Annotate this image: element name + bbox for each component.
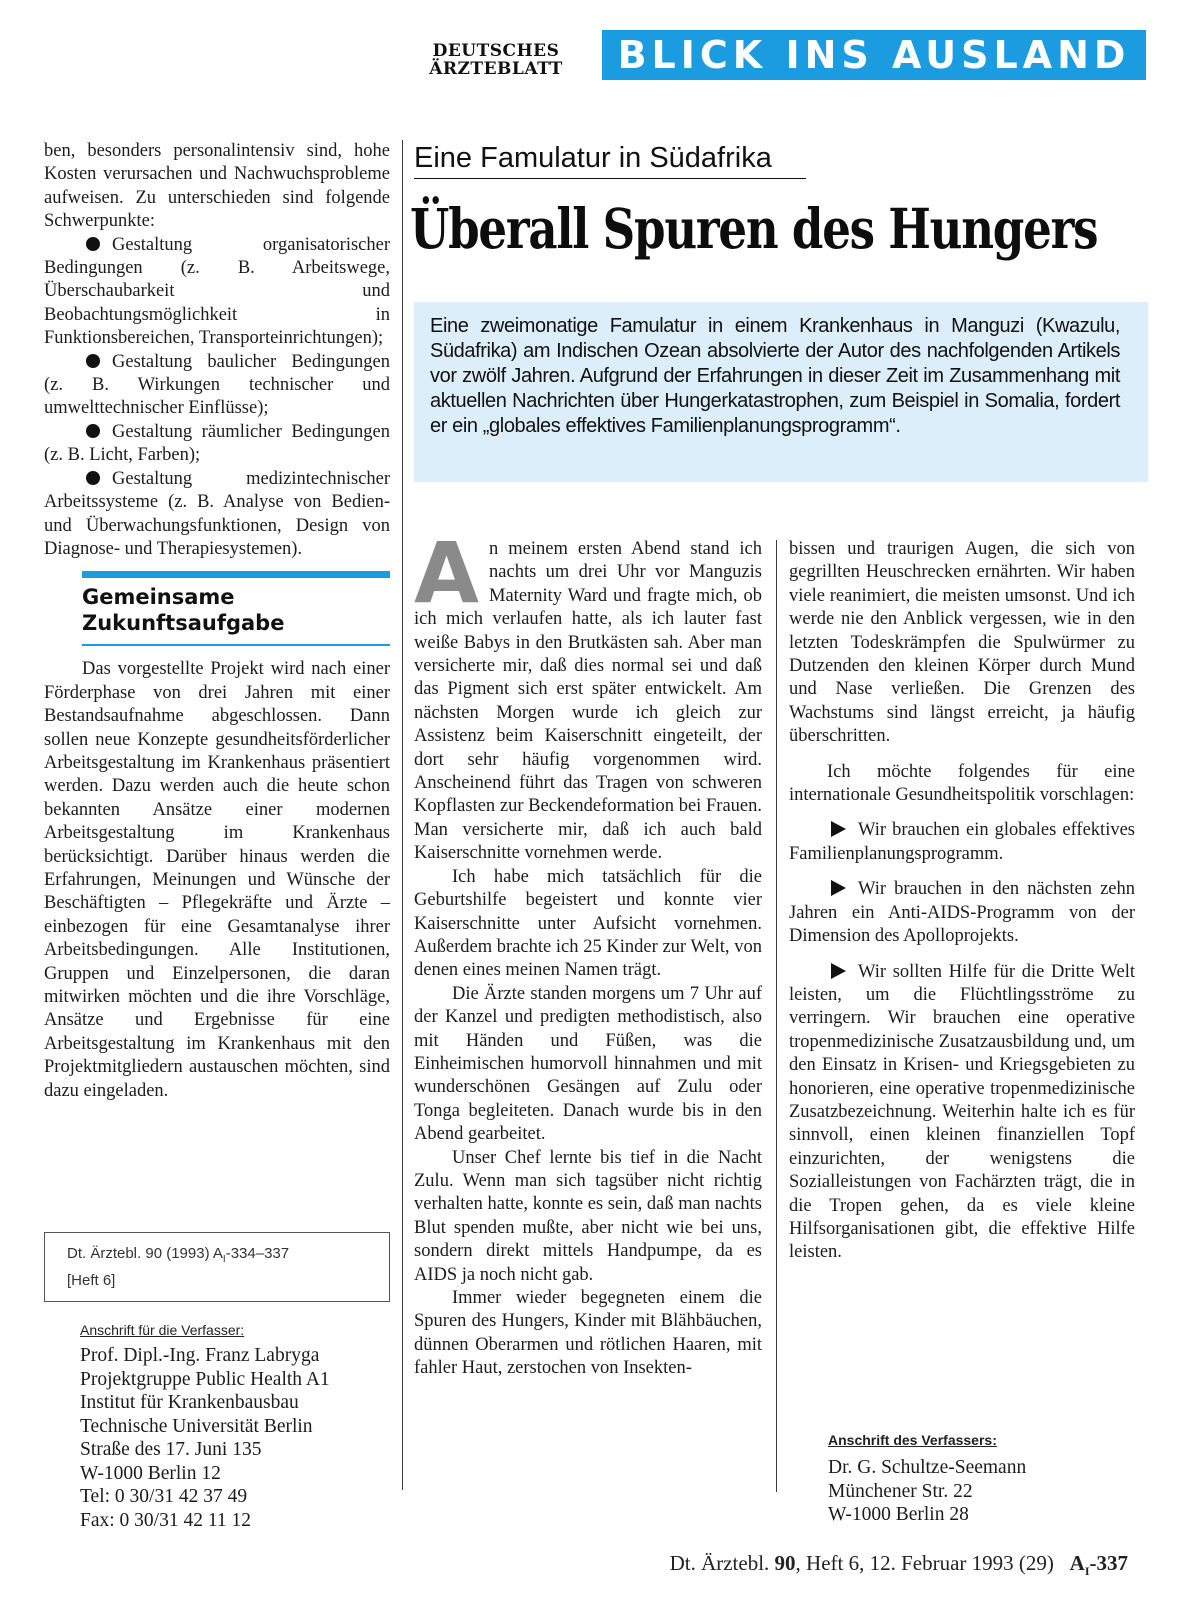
paragraph: Ich möchte folgendes für eine internationale Gesundheitspolitik vorschlagen: (789, 761, 1135, 806)
page-footer: Dt. Ärztebl. 90, Heft 6, 12. Februar 1993 (29) $A_I-337$ (669, 1551, 1128, 1579)
right-column (789, 538, 1135, 1265)
left-column (44, 140, 390, 1103)
bullet-icon (86, 237, 100, 251)
list-item: Gestaltung organisatorischer Bedingungen (z. B. Arbeitswege, Überschaubarkeit und Beobachtungsmöglichkeit in Funktionsbereichen, Transporteinrichtungen); (44, 234, 390, 349)
bullet-icon (86, 424, 100, 438)
page-number: $A_I-337$ (1069, 1551, 1128, 1579)
middle-column (414, 524, 762, 1381)
column-rule (776, 540, 777, 1492)
logo-line-1: DEUTSCHES (432, 41, 560, 61)
bullet-icon (86, 471, 100, 485)
paragraph: Unser Chef lernte bis tief in die Nacht Zulu. Wenn man sich tagsüber nicht richtig verhalten hatte, konnte es sein, daß man nachts Blut spenden mußte, aber nicht wie bei uns, sondern direkt mittels Handpumpe, da es AIDS ja noch nicht gab. (414, 1147, 762, 1285)
citation-box: Dt. Ärztebl. 90 (1993) $A_I-334-337$ [Heft 6] (44, 1232, 390, 1302)
section-banner: BLICK INS AUSLAND (602, 30, 1146, 80)
arrow-right-icon (831, 821, 846, 837)
paragraph: Die Ärzte standen morgens um 7 Uhr auf der Kanzel und predigten methodistisch, also mit Händen und Füßen, was die Einheimischen humorvoll hinnahmen und mit wunderschönen Gesängen auf Zulu oder Tonga begleiteten. Danach wurde bis in den Abend gearbeitet. (414, 983, 762, 1145)
list-item: Gestaltung baulicher Bedingungen (z. B. Wirkungen technischer und umwelttechnischer Einflüsse); (44, 351, 390, 419)
list-item: Wir sollten Hilfe für die Dritte Welt leisten, um die Flüchtlingsströme zu verringern. Wir brauchen eine operative tropenmedizinische Zusatzausbildung und, um den Einsatz in Krisen- und Kriegsgebieten zu honorieren, eine operative tropenmedizinische Zusatzbezeichnung. Weiterhin halte ich es für sinnvoll, einen kleinen finanziellen Topf einzurichten, der wenigstens die Sozialleistungen von Fachärzten trägt, die in die Tropen gehen, da es viele kleine Hilfsorganisationen gibt, die effektive Hilfe leisten. (789, 961, 1135, 1263)
logo-line-2: ÄRZTEBLATT (429, 59, 563, 79)
subheading: Gemeinsame Zukunftsaufgabe (82, 584, 390, 646)
paragraph: Ich habe mich tatsächlich für die Geburtshilfe begeistert und konnte vier Kaiserschnitte unter Aufsicht vornehmen. Außerdem brachte ich 25 Kinder zur Welt, von denen eines meinen Namen trägt. (414, 866, 762, 981)
paragraph: n meinem ersten Abend stand ich nachts um drei Uhr vor Manguzis Maternity Ward und fragte mich, ob ich mich verlaufen hatte, als ich lauter fast weiße Babys in den Brutkästen sah. Aber man versicherte mir, daß dies normal sei und daß das Pigment sich erst später entwickelt. Am nächsten Morgen wurde ich gleich zur Assistenz beim Kaiserschnitt eingeteilt, der dort sehr häufig vorgenommen wird. Anscheinend führt das Tragen von schweren Kopflasten zur Beckendeformation bei Frauen. Man versicherte mir, daß ich auch bald Kaiserschnitte vornehmen werde. (414, 539, 762, 864)
article-lead: Eine zweimonatige Famulatur in einem Krankenhaus in Manguzi (Kwazulu, Südafrika) am Indischen Ozean absolvierte der Autor des nachfolgenden Artikels vor zwölf Jahren. Aufgrund der Erfahrungen in dieser Zeit im Zusammenhang mit aktuellen Nachrichten über Hungerkatastrophen, zum Beispiel in Somalia, fordert er ein „globales effektives Familienplanungsprogramm“. (430, 315, 1120, 437)
journal-logo (414, 42, 578, 78)
dropcap: A (414, 524, 480, 622)
author-address: Anschrift für die Verfasser: Prof. Dipl.-Ing. Franz Labryga Projektgruppe Public Health A1 Institut für Krankenbausbau Technische Universität Berlin Straße des 17. Juni 135 W-1000 Berlin 12 Tel: 0 30/31 42 37 49 Fax: 0 30/31 42 11 12 (80, 1322, 390, 1532)
list-item: Gestaltung räumlicher Bedingungen (z. B. Licht, Farben); (44, 421, 390, 466)
article-headline: Überall Spuren des Hungers (410, 196, 1098, 261)
left-body: Das vorgestellte Projekt wird nach einer Förderphase von drei Jahren mit einer Bestandsaufnahme abgeschlossen. Dann sollen neue Konzepte gesundheitsförderlicher Arbeitsgestaltung im Krankenhaus präsentiert werden. Dazu werden auch die heute schon bekannten Ansätze einer modernen Arbeitsgestaltung im Krankenhaus berücksichtigt. Darüber hinaus werden die Erfahrungen, Meinungen und Wünsche der Beschäftigten – Pflegekräfte und Ärzte – einbezogen für eine Gesamtanalyse ihrer Arbeitsbedingungen. Alle Institutionen, Gruppen und Einzelpersonen, die daran mitwirken möchten und die ihre Vorschläge, Ansätze und Ergebnisse für eine Arbeitsgestaltung im Krankenhaus mit den Projektmitgliedern austauschen möchten, sind dazu eingeladen. (44, 659, 390, 1101)
column-rule (402, 140, 403, 1490)
paragraph: bissen und traurigen Augen, die sich von gegrillten Heuschrecken ernährten. Wir haben viele reanimiert, die meisten umsonst. Und ich werde nie den Anblick vergessen, wie in den letzten Todeskrämpfen die Spulwürmer zu Dutzenden den kleinen Körper durch Mund und Nase verließen. Die Grenzen des Wachstums sind längst erreicht, ja häufig überschritten. (789, 539, 1135, 747)
address-label: Anschrift für die Verfasser: (80, 1322, 245, 1338)
arrow-right-icon (831, 963, 846, 979)
left-intro: ben, besonders personalintensiv sind, hohe Kosten verursachen und Nachwuchsprobleme aufweisen. Zu unterschieden sind folgende Schwerpunkte: (44, 141, 390, 232)
address-label: Anschrift des Verfassers: (828, 1432, 997, 1448)
article-kicker: Eine Famulatur in Südafrika (414, 140, 806, 179)
paragraph: Immer wieder begegneten einem die Spuren des Hungers, Kinder mit Blähbäuchen, dünnen Oberarmen und rötlichen Haaren, mit fahler Haut, zerstochen von Insekten- (414, 1288, 762, 1379)
arrow-right-icon (831, 880, 846, 896)
author-address: Anschrift des Verfassers: Dr. G. Schultze-Seemann Münchener Str. 22 W-1000 Berlin 28 (828, 1432, 1128, 1527)
list-item: Gestaltung medizintechnischer Arbeitssysteme (z. B. Analyse von Bedien- und Überwachungsfunktionen, Design von Diagnose- und Therapiesystemen). (44, 468, 390, 559)
bullet-icon (86, 354, 100, 368)
list-item: Wir brauchen in den nächsten zehn Jahren ein Anti-AIDS-Programm von der Dimension des Apolloprojekts. (789, 879, 1135, 947)
subheading-bar (82, 571, 390, 578)
list-item: Wir brauchen ein globales effektives Familienplanungsprogramm. (789, 820, 1135, 864)
